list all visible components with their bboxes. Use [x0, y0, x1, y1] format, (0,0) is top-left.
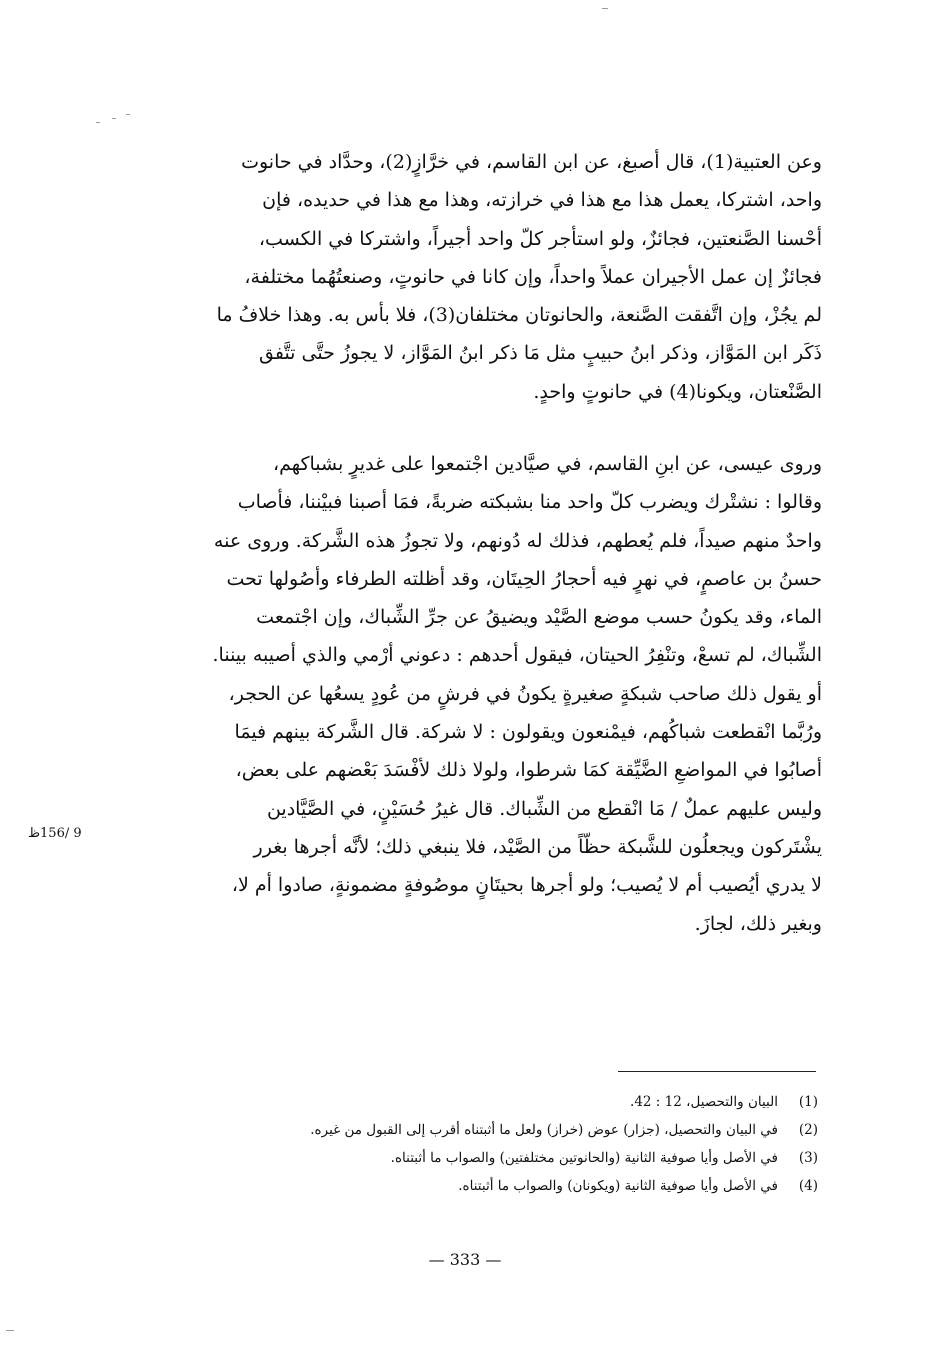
- footnote-number: (2): [798, 1122, 818, 1138]
- paragraph-2-line: وليس عليهم عملٌ / مَا انْقطع من الشِّباك. قال غيرُ حُسَيْنٍ، في الصَّيَّادين: [266, 797, 822, 820]
- footnote-item: [210, 1172, 818, 1200]
- paragraph-1-line: لم يجُزْ، وإن اتَّفقت الصَّنعة، والحانوتان مختلفان(3)، فلا بأس به. وهذا خلافُ ما: [216, 304, 822, 327]
- paragraph-2: [158, 445, 822, 943]
- paragraph-2-line: وقالوا : نشتْرك ويضرب كلّ واحد منا بشبكته ضربةً، فمَا أصبنا فبيْننا، فأصاب: [237, 491, 822, 514]
- page-number: — 333 —: [428, 1250, 502, 1269]
- footnote-number: (1): [798, 1094, 818, 1110]
- footnote-item: [210, 1144, 818, 1172]
- paragraph-2-line: أصابُوا في المواضعِ الضَّيِّقة كمَا شرطوا، ولولا ذلك لأفْسَدَ بَعْضهم على بعض،: [235, 759, 822, 782]
- footnote-text: في الأصل وأيا صوفية الثانية (ويكونان) والصواب ما أثبتناه.: [458, 1178, 778, 1194]
- footnote-number: (4): [798, 1178, 818, 1194]
- paragraph-1-line: ذَكَر ابن المَوَّاز، وذكر ابنُ حبيبٍ مثل مَا ذكر ابنُ المَوَّاز، لا يجوزُ حتَّى تتَّفق: [258, 342, 822, 365]
- paragraph-2-line: وبغير ذلك، لجازَ.: [694, 912, 822, 935]
- scan-speck: [602, 8, 608, 9]
- scan-speck: [6, 1330, 14, 1331]
- paragraph-2-line: أو يقول ذلك صاحب شبكةٍ صغيرةٍ يكونُ في فرشٍ من عُودٍ يسعُها عن الحجر،: [228, 682, 822, 705]
- footnote-number: (3): [798, 1150, 818, 1166]
- footnote-item: [210, 1088, 818, 1116]
- footnote-text: البيان والتحصيل، 12 : 42.: [630, 1094, 778, 1110]
- paragraph-2-line: يشْتَركون ويجعلُون للشَّبكة حظّاً من الصَّيْد، فلا ينبغي ذلك؛ لأنَّه أجرها بغرر: [253, 835, 822, 858]
- paragraph-1-line: وعن العتبية(1)، قال أصبغ، عن ابن القاسم، في خرَّازٍ(2)، وحدَّاد في حانوت: [241, 151, 822, 173]
- paragraph-1-line: الصَّنْعتان، ويكونا(4) في حانوتٍ واحدٍ.: [533, 380, 822, 403]
- footnote-text: في الأصل وأيا صوفية الثانية (والحانوتين مختلفتين) والصواب ما أثبتناه.: [390, 1150, 778, 1166]
- scan-speck: [112, 118, 116, 119]
- paragraph-2-line: ورُبَّما انْقطعت شباكُهم، فيمْنعون ويقولون : لا شركة. قال الشَّركة بينهم فيمَا: [234, 721, 822, 744]
- paragraph-2-line: وروى عيسى، عن ابنِ القاسم، في صيَّادين اجْتمعوا على غديرٍ بشباكهم،: [272, 453, 822, 475]
- paragraph-2-line: الشِّباك، لم تسعْ، وتنْفِرُ الحيتان، فيقول أحدهم : دعوني أرْمي والذي أصيبه بيننا.: [212, 644, 822, 667]
- paragraph-1-line: أحْسنا الصَّنعتين، فجائزٌ، ولو استأجر كلّ واحد أجيراً، واشتركا في الكسب،: [258, 227, 822, 250]
- paragraph-2-line: لا يدري أيُصيب أم لا يُصيب؛ ولو أجرها بحيتَانٍ موصُوفةٍ مضمونةٍ، صادوا أم لا،: [231, 874, 822, 897]
- paragraph-1: [158, 143, 822, 411]
- footnote-text: في البيان والتحصيل، (جزار) عوض (خراز) ولعل ما أثبتناه أقرب إلى القبول من غيره.: [310, 1122, 778, 1138]
- footnote-separator: [618, 1071, 816, 1072]
- paragraph-2-line: واحدٌ منهم صيداً، فلم يُعطهم، فذلك له دُونهم، ولا تجوزُ هذه الشَّركة. وروى عنه: [213, 529, 822, 552]
- paragraph-1-line: واحد، اشتركا، يعمل هذا مع هذا في خرازته، وهذا مع هذا في حديده، فإن: [262, 189, 822, 212]
- paragraph-2-line: الماء، وقد يكونُ حسب موضع الصَّيْد ويضيقُ عن جرِّ الشِّباك، وإن اجْتمعت: [256, 606, 822, 629]
- scan-speck: [126, 114, 130, 115]
- scan-speck: [96, 122, 100, 123]
- paragraph-1-line: فجائزٌ إن عمل الأجيران عملاً واحداً، وإن كانا في حانوتٍ، وصنعتُهُما مختلفة،: [244, 265, 822, 288]
- paragraph-2-line: حسنُ بن عاصمٍ، في نهرٍ فيه أحجارُ الحِيتَان، وقد أظلته الطرفاء وأصُولها تحت: [226, 567, 822, 590]
- marginal-folio-note: 9 /156ظ: [28, 826, 82, 841]
- footnotes: [210, 1088, 818, 1200]
- footnote-item: [210, 1116, 818, 1144]
